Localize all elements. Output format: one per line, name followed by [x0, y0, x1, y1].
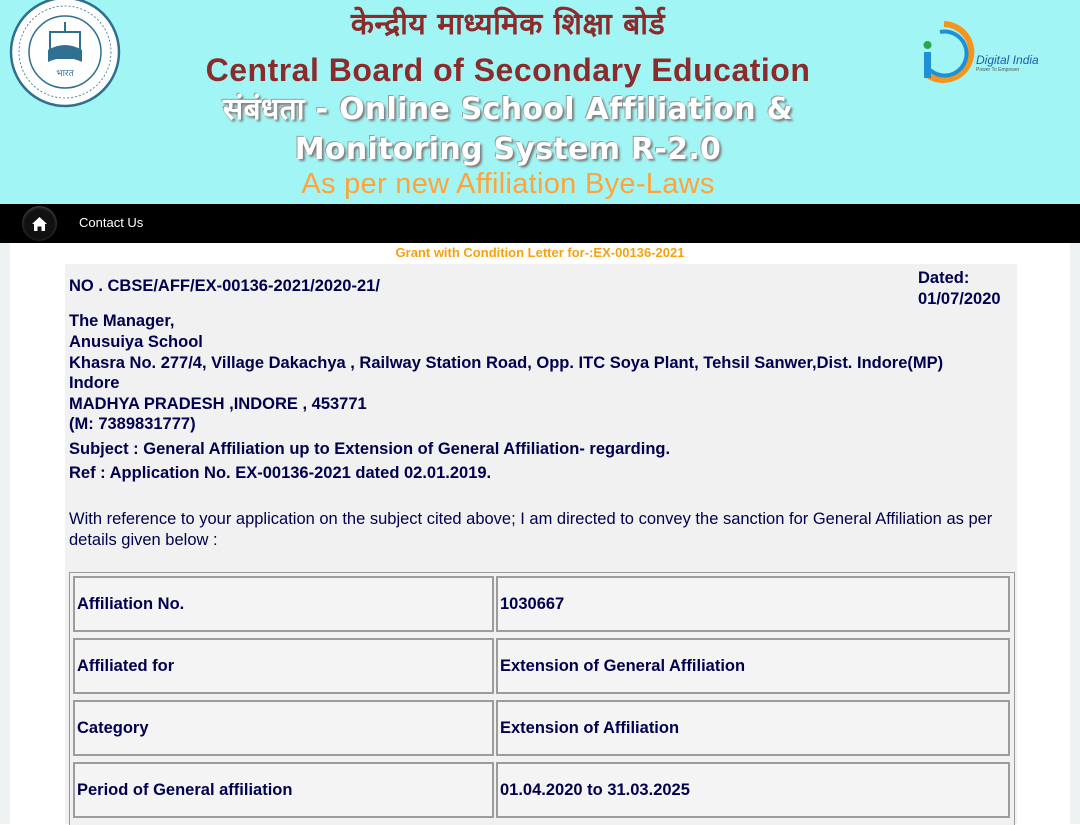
date-value: 01/07/2020: [918, 290, 1001, 308]
table-cell-value: Extension of Affiliation: [496, 700, 1010, 756]
home-icon: [22, 206, 57, 241]
table-cell-label: Affiliation No.: [73, 576, 494, 632]
address-line-1: Khasra No. 277/4, Village Dakachya , Railway Station Road, Opp. ITC Soya Plant, Tehsil Sanwer,Dist. Indore(MP): [69, 354, 944, 372]
top-nav: [0, 204, 1080, 243]
english-title: Central Board of Secondary Education: [205, 52, 811, 88]
bye-laws-subtitle: As per new Affiliation Bye-Laws: [301, 168, 715, 200]
home-button[interactable]: [22, 206, 57, 241]
page-margin-left: [0, 243, 10, 824]
addressee: The Manager,: [69, 312, 175, 330]
digital-india-logo: [918, 18, 1048, 88]
table-cell-value: 01.04.2020 to 31.03.2025: [496, 762, 1010, 818]
letter-body: With reference to your application on the subject cited above; I am directed to convey the sanction for General Affiliation as per details given below :: [69, 510, 993, 549]
school-name: Anusuiya School: [69, 333, 203, 351]
table-cell-value: 1030667: [496, 576, 1010, 632]
table-cell-value: Extension of General Affiliation: [496, 638, 1010, 694]
affiliation-details-table: [69, 572, 1015, 825]
hindi-title: केन्द्रीय माध्यमिक शिक्षा बोर्ड: [350, 7, 666, 42]
table-cell-label: Affiliated for: [73, 638, 494, 694]
letter-heading: Grant with Condition Letter for-:EX-00136-2021: [395, 245, 685, 260]
address-line-2: Indore: [69, 374, 120, 392]
svg-text:भारत: भारत: [56, 69, 74, 79]
letter-date: [918, 268, 1001, 310]
page-margin-right: [1070, 243, 1080, 824]
reference-line: Ref : Application No. EX-00136-2021 dated 02.01.2019.: [69, 464, 492, 482]
date-label: Dated:: [918, 269, 970, 287]
reference-number: NO . CBSE/AFF/EX-00136-2021/2020-21/: [69, 277, 380, 295]
mobile-number: (M: 7389831777): [69, 415, 196, 433]
nav-contact-us[interactable]: Contact Us: [79, 215, 144, 230]
system-title: संबंधता - Online School Affiliation & Monitoring System R-2.0: [222, 92, 794, 167]
address-line-3: MADHYA PRADESH ,INDORE , 453771: [69, 395, 367, 413]
svg-text:Power To Empower: Power To Empower: [976, 67, 1020, 73]
site-header: [0, 0, 1080, 204]
table-cell-label: Category: [73, 700, 494, 756]
subject-line: Subject : General Affiliation up to Extension of General Affiliation- regarding.: [69, 440, 671, 458]
table-cell-label: Period of General affiliation: [73, 762, 494, 818]
svg-text:Digital India: Digital India: [976, 53, 1039, 67]
